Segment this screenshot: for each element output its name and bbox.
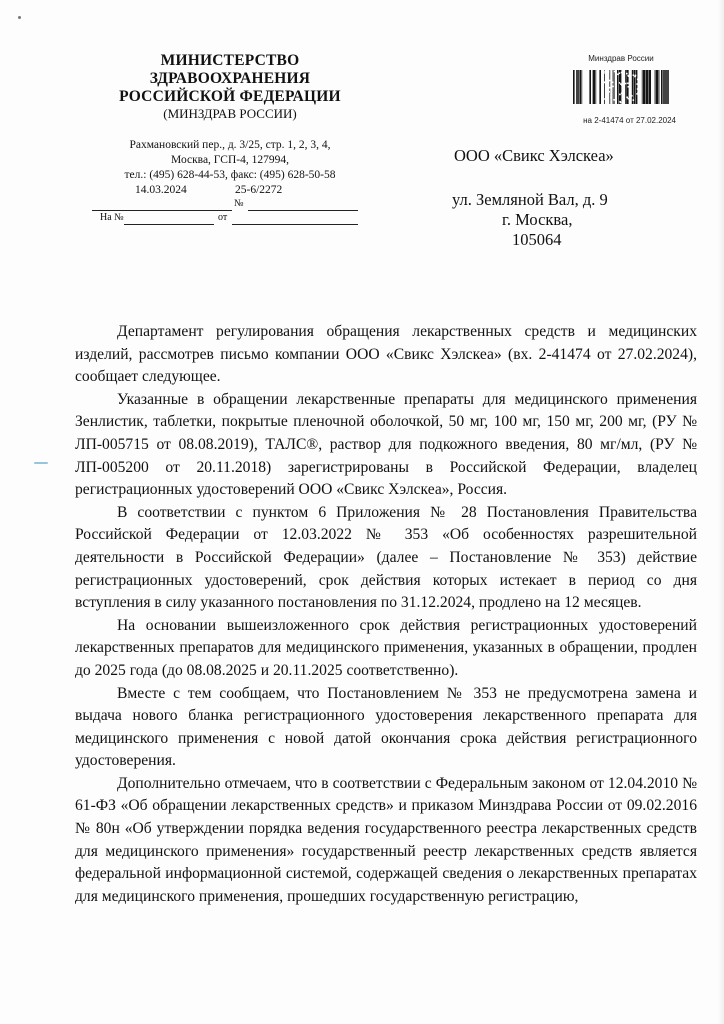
number-underline [248,199,358,211]
barcode-speckle [610,80,612,82]
stamp-organization: Минздрав России [588,54,654,63]
date-underline [92,199,232,211]
barcode-speckle [601,94,603,96]
barcode-bar [579,70,581,104]
address-line-3: тел.: (495) 628-44-53, факс: (495) 628-50-58 [124,169,336,181]
addressee-block [452,146,652,250]
barcode-speckle [630,91,632,93]
registration-number: 25-6/2272 [235,184,283,196]
in-reply-underline [124,213,214,225]
barcode-speckle [620,102,622,104]
barcode-bar [655,70,656,104]
outgoing-number-line [80,199,380,213]
barcode-speckle [614,71,616,73]
barcode-speckle [623,102,625,104]
barcode-bar [581,70,582,104]
ministry-name-line1: МИНИСТЕРСТВО [160,52,300,69]
barcode-speckle [602,89,604,91]
body-paragraph-5: Вместе с тем сообщаем, что Постановлением № 353 не предусмотрена замена и выдача нового бланка регистрационного удостоверения лекарственного препарата для медицинского применения с новой датой окончания срока действия регистрационного удостоверения. [75,684,697,770]
barcode-speckle [602,75,604,77]
barcode-speckle [610,97,612,99]
barcode-speckle [619,72,621,74]
barcode-speckle [619,94,621,96]
barcode-speckle [604,71,606,73]
barcode-bar [573,70,575,104]
barcode-speckle [633,74,635,76]
addressee-company: ООО «Свикс Хэлскеа» [454,146,614,165]
outgoing-registration [80,183,380,199]
letterhead [80,52,380,227]
ministry-name-line2: ЗДРАВООХРАНЕНИЯ [149,70,311,87]
barcode-speckle [634,76,636,78]
in-reply-label: На № [100,212,124,223]
barcode-bar [659,70,660,104]
barcode-speckle [621,93,623,95]
barcode-bar [578,70,579,104]
barcode-bar [642,70,643,104]
addressee-city: г. Москва, [502,210,573,229]
barcode-speckle [627,83,629,85]
barcode-speckle [633,99,635,101]
scan-dot [18,16,21,19]
barcode-speckle [612,86,614,88]
body-paragraph-1: Департамент регулирования обращения лекарственных средств и медицинских изделий, рассмотрев письмо компании ООО «Свикс Хэлскеа» (вх. 2-41474 от 27.02.2024), сообщает следующее. [75,323,697,386]
barcode-speckle [639,87,641,89]
barcode-bar [595,70,596,104]
barcode-speckle [626,73,628,75]
barcode-bar [661,70,663,104]
barcode-bar [649,70,651,104]
body-paragraph-2: Указанные в обращении лекарственные препараты для медицинского применения Зенлистик, таблетки, покрытые пленочной оболочкой, 50 мг, 100 мг, 150 мг, 200 мг, (РУ № ЛП-005715 от 08.08.2019), ТАЛС®, раствор для подкожного введения, 80 мг/мл, (РУ № ЛП-005200 от 20.11.2018) зарегистрированы в Российской Федерации, владелец регистрационных удостоверений ООО «Свикс Хэлскеа», Россия. [75,390,697,499]
barcode-speckle [615,83,617,85]
margin-pen-mark [34,462,48,464]
barcode-speckle [619,82,621,84]
barcode-speckle [636,93,638,95]
barcode-bar [666,70,668,104]
barcode-speckle [626,97,628,99]
barcode-speckle [604,72,606,74]
barcode-speckle [610,94,612,96]
incoming-registration-number: на 2-41474 от 27.02.2024 [583,116,676,125]
number-label: № [234,198,244,209]
address-line-1: Рахмановский пер., д. 3/25, стр. 1, 2, 3, 4, [129,139,331,151]
body-paragraph-6: Дополнительно отмечаем, что в соответствии с Федеральным законом от 12.04.2010 № 61-ФЗ «Об обращении лекарственных средств» и приказом Минздрава России от 09.02.2016 № 80н «Об утверждении порядка ведения государственного реестра лекарственных средств для медицинского применения» государственный реестр лекарственных средств является федеральной информационной системой, содержащей сведения о лекарственных препаратах для медицинского применения, прошедших государственную регистрацию, [75,774,697,905]
barcode-bar [663,70,664,104]
ministry-name-line3: РОССИЙСКОЙ ФЕДЕРАЦИИ [119,88,341,105]
barcode-bar [619,70,621,104]
registration-stamp [566,54,676,126]
barcode-speckle [602,82,604,84]
barcode-bar [656,70,658,104]
barcode-speckle [617,74,619,76]
barcode-speckle [637,79,639,81]
from-underline [232,213,358,225]
barcode-speckle [625,83,627,85]
barcode-speckle [628,86,630,88]
letter-body [75,321,697,908]
barcode-bar [646,70,648,104]
addressee-street: ул. Земляной Вал, д. 9 [452,190,608,209]
barcode-speckle [637,92,639,94]
barcode-speckle [606,99,608,101]
barcode-speckle [609,80,611,82]
scan-edge-shadow [718,0,724,1024]
barcode-speckle [612,82,614,84]
barcode-speckle [604,98,606,100]
barcode-bar [668,70,669,104]
body-paragraph-3: В соответствии с пунктом 6 Приложения № 28 Постановления Правительства Российской Федерации от 12.03.2022 № 353 «Об особенностях разрешительной деятельности в Российской Федерации» (далее – Постановление № 353) действие регистрационных удостоверений, срок действия которых истекает в период со дня вступления в силу указанного постановления по 31.12.2024, продлено на 12 месяцев. [75,503,697,612]
addressee-postal-code: 105064 [512,230,562,249]
ministry-address [80,138,380,183]
barcode-bar [643,70,645,104]
barcode-speckle [621,84,623,86]
barcode-speckle [623,99,625,101]
address-line-2: Москва, ГСП-4, 127994, [171,154,289,166]
barcode-speckle [636,83,638,85]
barcode-bar [625,70,626,104]
registration-date: 14.03.2024 [135,184,187,196]
barcode-speckle [608,70,610,72]
barcode-bar [664,70,666,104]
barcode-speckle [621,72,623,74]
barcode-bar [593,70,595,104]
barcode-bar [589,70,591,104]
barcode-speckle [609,87,611,89]
barcode-bar [614,70,615,104]
barcode-speckle [629,92,631,94]
in-reply-line [80,213,380,227]
barcode-speckle [608,91,610,93]
barcode-speckle [628,75,630,77]
barcode-speckle [637,88,639,90]
ministry-abbreviation: (МИНЗДРАВ РОССИИ) [163,106,297,121]
barcode-speckle [623,97,625,99]
barcode-speckle [631,95,633,97]
barcode-bar [599,70,601,104]
body-paragraph-4: На основании вышеизложенного срок действия регистрационных удостоверений лекарственных препаратов для медицинского применения, указанных в обращении, продлен до 2025 года (до 08.08.2025 и 20.11.2025 соответственно). [75,616,697,679]
barcode-image [573,70,669,104]
barcode-speckle [613,99,615,101]
from-label: от [218,212,228,223]
barcode-bar [576,70,578,104]
